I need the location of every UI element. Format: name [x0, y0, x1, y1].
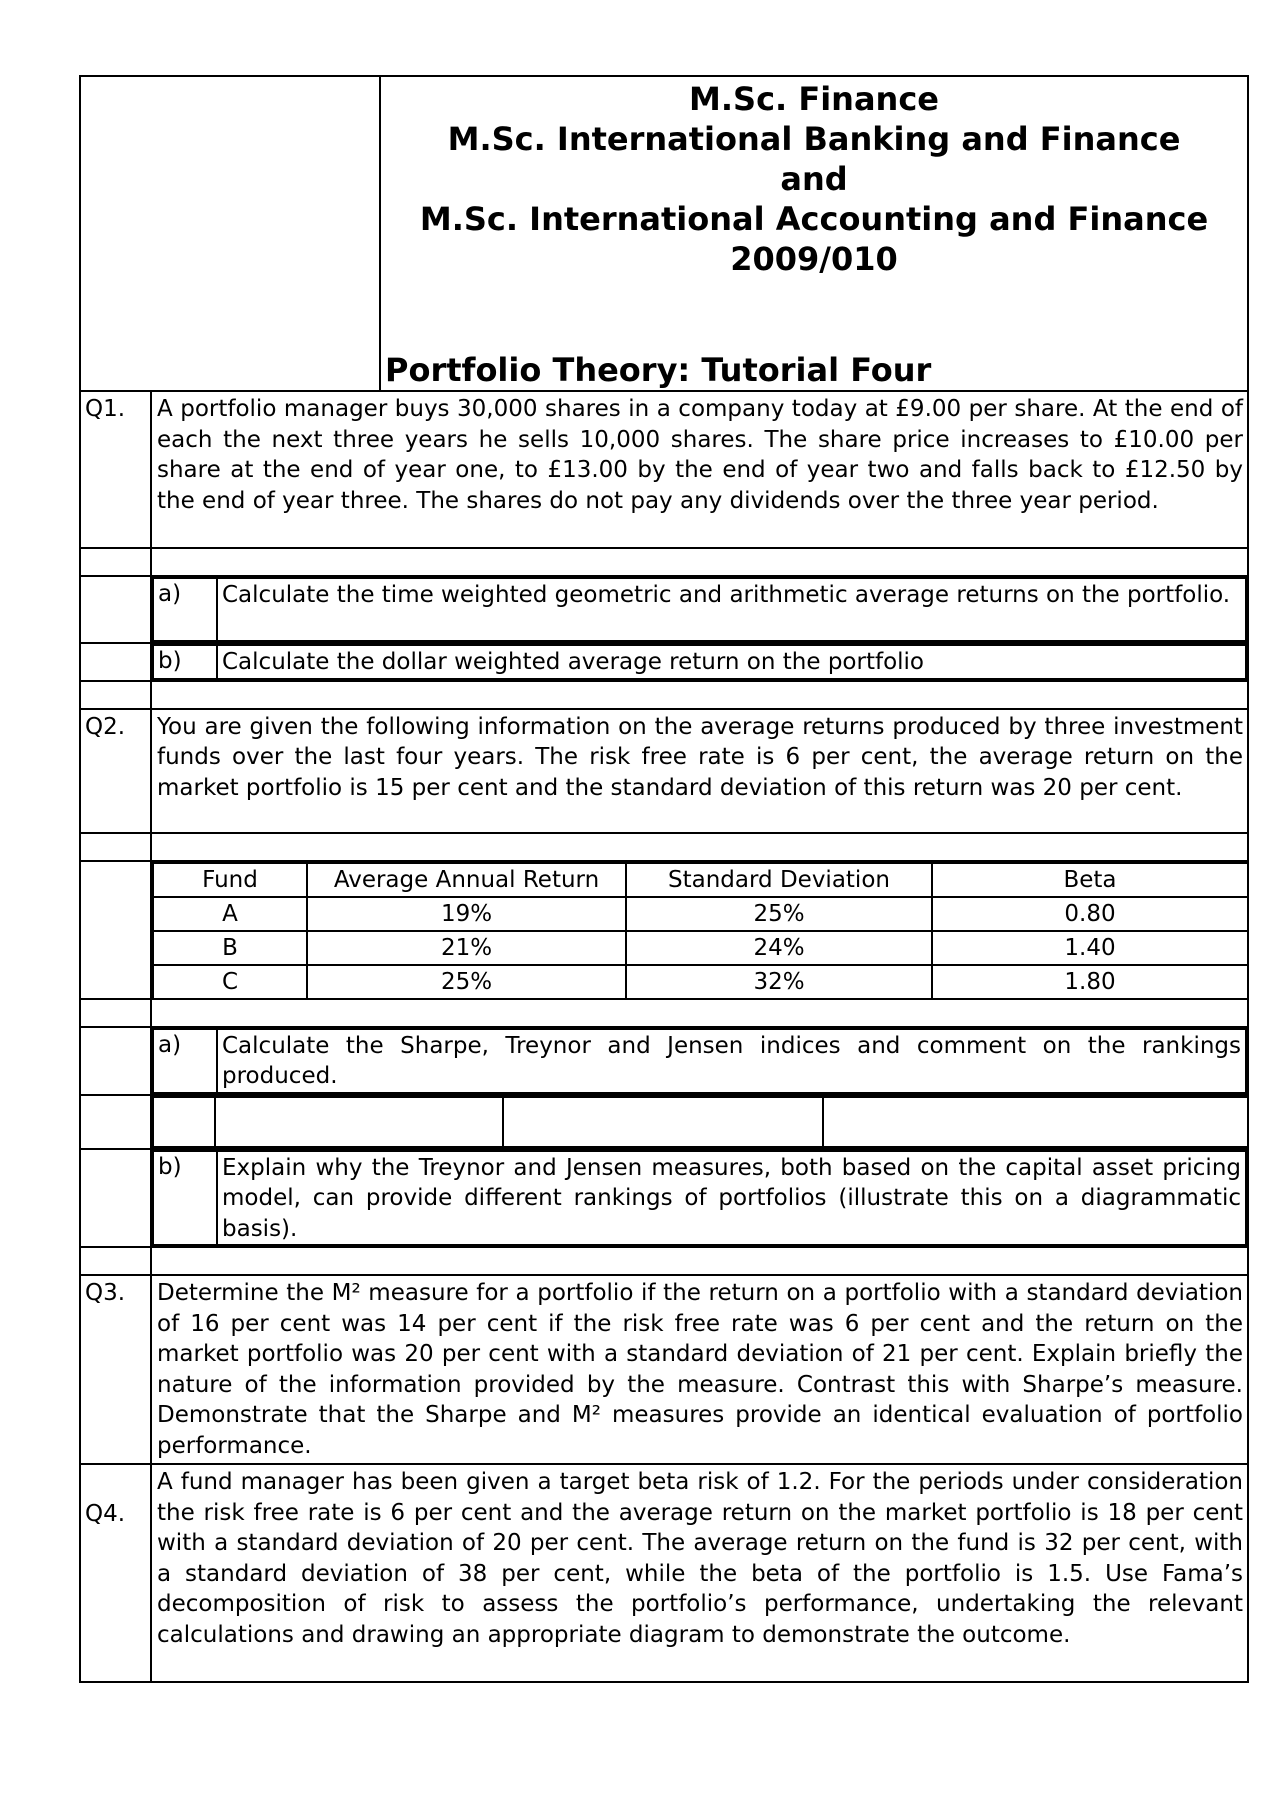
header-title-cell — [380, 76, 1248, 391]
header-blank-cell — [80, 76, 380, 391]
table-row — [153, 897, 1247, 931]
q1b-text: Calculate the dollar weighted average return on the portfolio — [217, 645, 1246, 679]
beta-cell: 0.80 — [932, 897, 1247, 931]
q3-text: Determine the M² measure for a portfolio if the return on a portfolio with a standard deviation of 16 per cent was 14 per cent if the risk free rate was 6 per cent and the return on the market portfolio was 20 per cent with a standard deviation of 21 per cent. Explain briefly the nature of the information provided by the measure. Contrast this with Sharpe’s measure. Demonstrate that the Sharpe and M² measures provide an identical evaluation of portfolio performance. — [157, 1280, 1243, 1459]
table-row — [153, 965, 1247, 998]
q2b-row — [80, 1149, 1248, 1248]
q3-label: Q3. — [80, 1275, 151, 1464]
header-row — [80, 76, 1248, 391]
tutorial-table — [79, 75, 1249, 1683]
course-line-4: M.Sc. International Accounting and Finance — [419, 200, 1209, 238]
stddev-cell: 25% — [626, 897, 932, 931]
q4-text: A fund manager has been given a target beta risk of 1.2. For the periods under consideration the risk free rate is 6 per cent and the average return on the market portfolio is 18 per cent with a standard deviation of 20 per cent. The average return on the fund is 32 per cent, with a standard deviation of 38 per cent, while the beta of the portfolio is 1.5. Use Fama’s decomposition of risk to assess the portfolio’s performance, undertaking the relevant calculations and drawing an appropriate diagram to demonstrate the outcome. — [157, 1469, 1243, 1648]
q1a-text: Calculate the time weighted geometric and arithmetic average returns on the portfolio. — [217, 578, 1246, 641]
col-header-beta: Beta — [932, 863, 1247, 897]
fund-cell: C — [153, 965, 307, 998]
q2-blank-row — [80, 1095, 1248, 1149]
q1b-label: b) — [153, 645, 217, 679]
col-header-stddev: Standard Deviation — [626, 863, 932, 897]
q2a-text: Calculate the Sharpe, Treynor and Jensen indices and comment on the rankings produced. — [217, 1029, 1246, 1093]
course-line-2: M.Sc. International Banking and Finance — [447, 120, 1181, 158]
table-row — [153, 931, 1247, 965]
q2-row — [80, 709, 1248, 833]
q2a-row — [80, 1027, 1248, 1095]
return-cell: 21% — [307, 931, 626, 965]
q2-label: Q2. — [80, 709, 151, 833]
fund-table-row — [80, 861, 1248, 999]
q1-row — [80, 391, 1248, 548]
q1-label: Q1. — [80, 391, 151, 548]
q1a-label: a) — [153, 578, 217, 641]
return-cell: 19% — [307, 897, 626, 931]
q4-row — [80, 1464, 1248, 1682]
beta-cell: 1.80 — [932, 965, 1247, 998]
tutorial-sheet — [79, 75, 1249, 1683]
academic-year: 2009/010 — [730, 240, 898, 278]
fund-table-header — [153, 863, 1247, 897]
stddev-cell: 24% — [626, 931, 932, 965]
return-cell: 25% — [307, 965, 626, 998]
q2-text: You are given the following information on the average returns produced by three investment funds over the last four years. The risk free rate is 6 per cent, the average return on the market portfolio is 15 per cent and the standard deviation of this return was 20 per cent. — [157, 713, 1243, 801]
q1-text: A portfolio manager buys 30,000 shares in a company today at £9.00 per share. At the end of each the next three years he sells 10,000 shares. The share price increases to £10.00 per share at the end of year one, to £13.00 by the end of year two and falls back to £12.50 by the end of year three. The shares do not pay any dividends over the three year period. — [157, 396, 1243, 514]
page-title: Portfolio Theory: Tutorial Four — [385, 351, 932, 389]
course-line-3: and — [780, 160, 848, 198]
fund-cell: A — [153, 897, 307, 931]
course-line-1: M.Sc. Finance — [689, 80, 939, 118]
q2a-label: a) — [153, 1029, 217, 1093]
beta-cell: 1.40 — [932, 931, 1247, 965]
q1a-row — [80, 576, 1248, 643]
q3-row — [80, 1275, 1248, 1464]
stddev-cell: 32% — [626, 965, 932, 998]
col-header-fund: Fund — [153, 863, 307, 897]
fund-cell: B — [153, 931, 307, 965]
col-header-return: Average Annual Return — [307, 863, 626, 897]
q2b-label: b) — [153, 1151, 217, 1246]
q4-label: Q4. — [80, 1464, 151, 1682]
fund-table — [152, 862, 1247, 998]
q2b-text: Explain why the Treynor and Jensen measures, both based on the capital asset pricing model, can provide different rankings of portfolios (illustrate this on a diagrammatic basis). — [217, 1151, 1246, 1246]
q1b-row — [80, 643, 1248, 681]
